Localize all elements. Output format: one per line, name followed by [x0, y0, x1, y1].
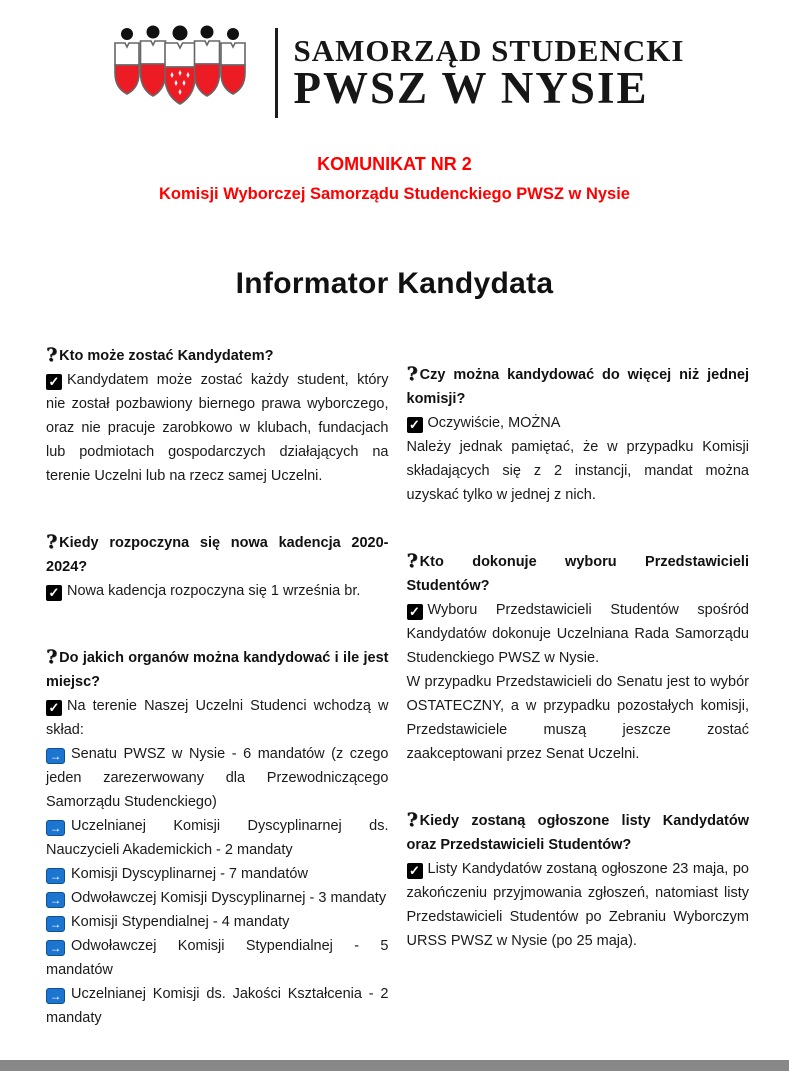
answer-text: Na terenie Naszej Uczelni Studenci wchodzą w skład: [46, 698, 389, 739]
qa-section [407, 361, 750, 507]
question-heading [407, 807, 750, 857]
list-item [46, 742, 389, 814]
list-item [46, 910, 389, 934]
list-item-text: Komisji Dyscyplinarnej - 7 mandatów [71, 866, 308, 883]
communique-header [0, 154, 789, 204]
checked-checkbox-icon: ✓ [46, 585, 62, 601]
list-item-text: Odwoławczej Komisji Stypendialnej - 5 mandatów [46, 938, 389, 979]
question-text: Do jakich organów można kandydować i ile jest miejsc? [46, 650, 389, 691]
list-item-text: Senatu PWSZ w Nysie - 6 mandatów (z czego jeden zarezerwowany dla Przewodniczącego Samorządu Studenckiego) [46, 746, 389, 811]
answer-text: Nowa kadencja rozpoczyna się 1 września br. [67, 583, 361, 600]
logo-divider [275, 28, 278, 118]
checked-checkbox-icon: ✓ [46, 374, 62, 390]
question-mark-icon: ? [46, 646, 58, 669]
question-mark-icon: ? [406, 809, 418, 832]
answer-text: Oczywiście, MOŻNA [427, 415, 561, 432]
list-item-text: Uczelnianej Komisji Dyscyplinarnej ds. Nauczycieli Akademickich - 2 mandaty [46, 818, 389, 859]
qa-section [407, 807, 750, 953]
answer-paragraph [407, 598, 750, 670]
qa-section [46, 529, 389, 603]
answer-paragraph [407, 857, 750, 953]
logo-header [0, 0, 789, 122]
page-title: Informator Kandydata [235, 267, 554, 301]
right-column [407, 342, 750, 1071]
answer-paragraph [46, 694, 389, 742]
right-arrow-icon: → [46, 868, 65, 884]
question-mark-icon: ? [406, 550, 418, 573]
list-item-text: Uczelnianej Komisji ds. Jakości Kształcenia - 2 mandaty [46, 986, 389, 1027]
answer-text: Kandydatem może zostać każdy student, który nie został pozbawiony biernego prawa wyborczego, oraz nie pracuje zarobkowo w klubach, fundacjach lub podmiotach gospodarczych działających na terenie Uczelni lub na rzecz samej Uczelni. [46, 372, 389, 485]
question-text: Kiedy zostaną ogłoszone listy Kandydatów oraz Przedstawicieli Studentów? [406, 813, 749, 854]
right-arrow-icon: → [46, 892, 65, 908]
qa-section [46, 644, 389, 1030]
answer-paragraph [46, 579, 389, 603]
answer-note: W przypadku Przedstawicieli do Senatu jest to wybór OSTATECZNY, a w przypadku pozostałych komisji, Przedstawiciele muszą jeszcze zostać zaakceptowani przez Senat Uczelni. [406, 674, 749, 763]
list-item [46, 886, 389, 910]
communique-subtitle: Komisji Wyborczej Samorządu Studenckiego PWSZ w Nysie [159, 184, 630, 203]
question-heading [407, 361, 750, 411]
question-mark-icon: ? [46, 344, 58, 367]
question-heading [46, 529, 389, 579]
question-mark-icon: ? [46, 531, 58, 554]
shield-figure [194, 26, 219, 97]
qa-section [407, 548, 750, 766]
answer-paragraph [407, 411, 750, 435]
org-name-line2: PWSZ W NYSIE [293, 63, 649, 113]
right-arrow-icon: → [46, 820, 65, 836]
checked-checkbox-icon: ✓ [407, 863, 423, 879]
qa-columns [0, 342, 789, 1071]
right-arrow-icon: → [46, 988, 65, 1004]
right-arrow-icon: → [46, 916, 65, 932]
list-item-text: Komisji Stypendialnej - 4 mandaty [71, 914, 290, 931]
question-text: Czy można kandydować do więcej niż jednej komisji? [406, 367, 749, 408]
answer-note: Należy jednak pamiętać, że w przypadku Komisji składających się z 2 instancji, mandat można uzyskać tylko w jednej z nich. [406, 439, 749, 504]
checked-checkbox-icon: ✓ [407, 604, 423, 620]
question-text: Kto może zostać Kandydatem? [59, 348, 274, 365]
shield-figure [115, 28, 139, 94]
list-item [46, 982, 389, 1030]
answer-paragraph [46, 368, 389, 488]
left-column [46, 342, 389, 1071]
list-item [46, 814, 389, 862]
qa-section [46, 342, 389, 488]
question-text: Kiedy rozpoczyna się nowa kadencja 2020-2024? [46, 535, 389, 576]
logo-wordmark [294, 35, 685, 111]
question-mark-icon: ? [406, 363, 418, 386]
right-arrow-icon: → [46, 940, 65, 956]
communique-number: KOMUNIKAT NR 2 [317, 154, 472, 174]
question-text: Kto dokonuje wyboru Przedstawicieli Studentów? [406, 554, 749, 595]
answer-text: Wyboru Przedstawicieli Studentów spośród Kandydatów dokonuje Uczelniana Rada Samorządu Studenckiego PWSZ w Nysie. [406, 602, 749, 667]
shield-figure [221, 28, 245, 94]
list-item-text: Odwoławczej Komisji Dyscyplinarnej - 3 mandaty [71, 890, 387, 907]
checked-checkbox-icon: ✓ [407, 417, 423, 433]
checked-checkbox-icon: ✓ [46, 700, 62, 716]
question-heading [46, 342, 389, 368]
right-arrow-icon: → [46, 748, 65, 764]
answer-text: Listy Kandydatów zostaną ogłoszone 23 maja, po zakończeniu przyjmowania zgłoszeń, natomiast listy Przedstawicieli Studentów po Zebraniu Wyborczym URSS PWSZ w Nysie (po 25 maja). [406, 861, 749, 950]
list-item [46, 934, 389, 982]
org-name-line1: SAMORZĄD STUDENCKI [293, 33, 685, 68]
list-item [46, 862, 389, 886]
student-government-crest-logo [105, 25, 255, 121]
question-heading [46, 644, 389, 694]
shield-figure [140, 26, 165, 97]
question-heading [407, 548, 750, 598]
shield-figure-center-nysa-crest [165, 26, 195, 105]
